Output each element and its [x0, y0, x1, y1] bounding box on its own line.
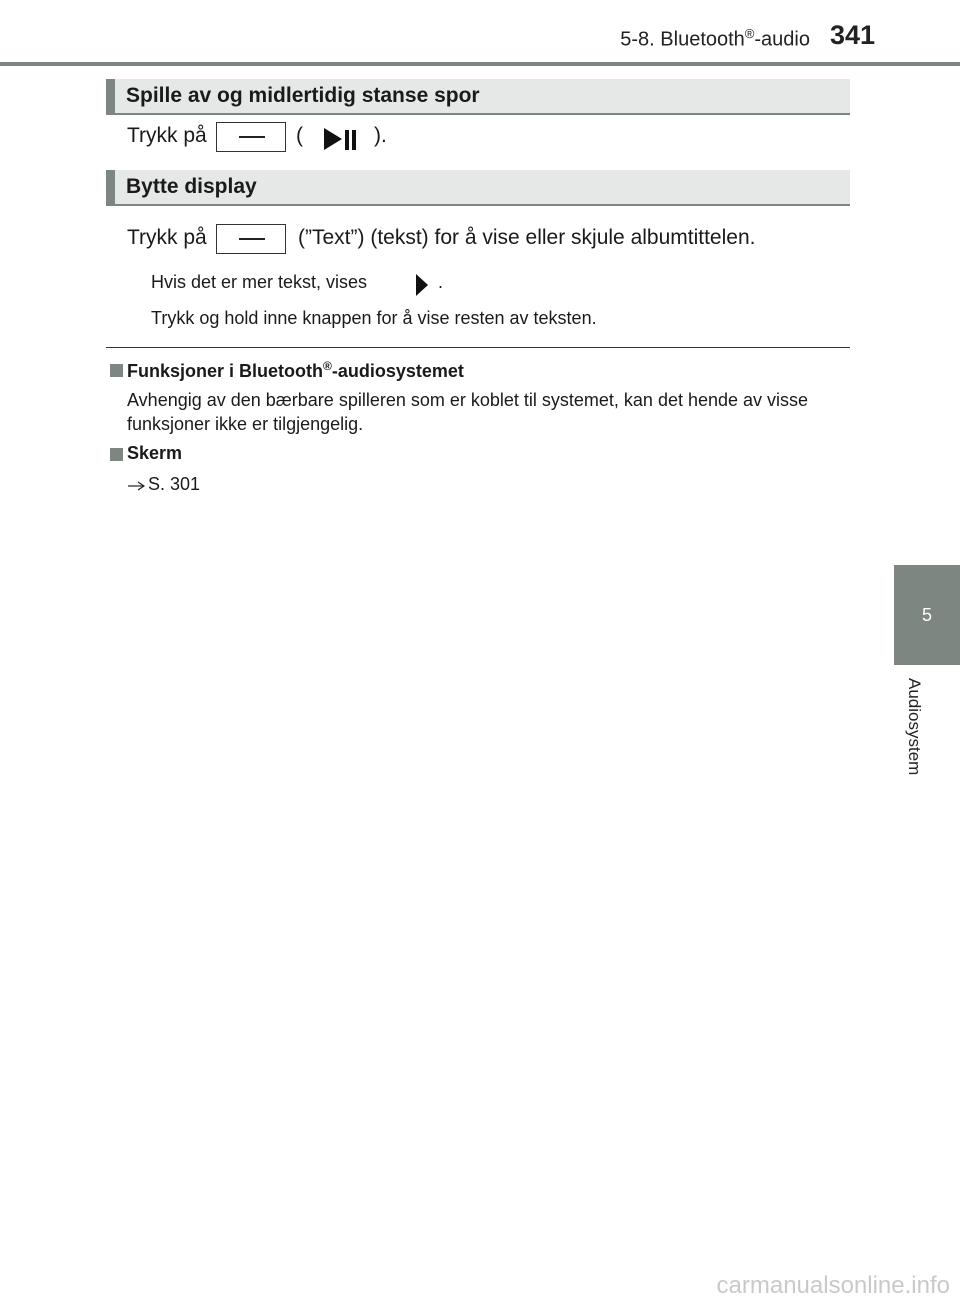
play-pause-icon: [322, 126, 358, 152]
note-more-text-end: .: [438, 272, 444, 292]
bullet-square-icon: [110, 448, 123, 461]
note-more-text: Hvis det er mer tekst, vises: [151, 272, 368, 292]
note-press-hold: Trykk og hold inne knappen for å vise resten av teksten.: [151, 308, 597, 328]
info-divider: [106, 347, 850, 348]
section-heading-play-pause: Spille av og midlertidig stanse spor: [106, 79, 850, 115]
step-display-prefix: Trykk på: [127, 226, 207, 249]
info-body-functions: Avhengig av den bærbare spilleren som er koblet til systemet, kan det hende av visse funksjoner ikke er tilgjengelig.: [127, 390, 809, 434]
arrow-right-icon: [413, 272, 431, 298]
chapter-number: 5: [921, 605, 932, 625]
screen-button-placeholder: [216, 122, 286, 152]
info-heading-functions: Funksjoner i Bluetooth®-audiosystemet: [127, 359, 464, 381]
page-reference-link[interactable]: S. 301: [148, 474, 201, 494]
page-number: 341: [830, 20, 876, 50]
info-heading-screen: Skerm: [127, 443, 183, 463]
section-label: 5-8. Bluetooth®-audio: [620, 26, 810, 51]
step-close-paren: ).: [374, 124, 387, 147]
section-heading-display: Bytte display: [106, 170, 850, 206]
bullet-square-icon: [110, 364, 123, 377]
header-divider: [0, 62, 960, 66]
watermark: carmanualsonline.info: [716, 1272, 950, 1299]
step-open-paren: (: [296, 124, 303, 147]
reference-arrow-icon: [127, 479, 147, 493]
text-button-placeholder: [216, 224, 286, 254]
chapter-title: Audiosystem: [905, 678, 924, 776]
step-play-pause-prefix: Trykk på: [127, 124, 207, 147]
step-display-suffix: (”Text”) (tekst) for å vise eller skjule albumtittelen.: [298, 226, 756, 249]
